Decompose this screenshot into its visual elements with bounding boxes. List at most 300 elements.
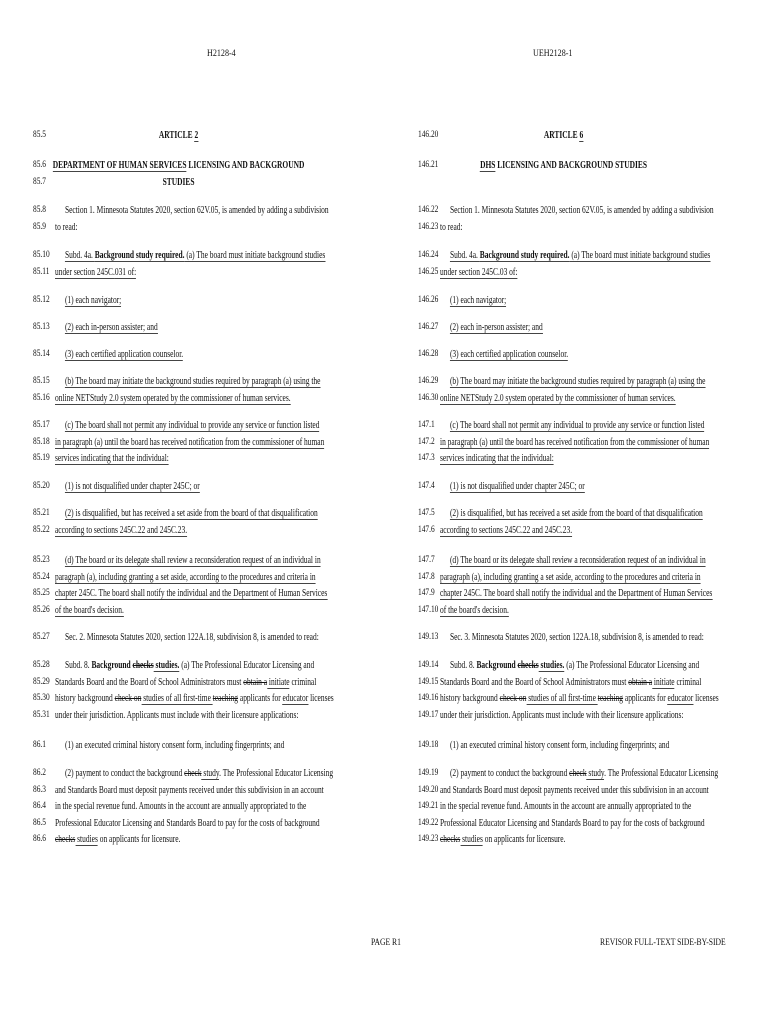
text-run: history background: [440, 693, 500, 704]
block-pc: [33, 420, 323, 470]
text-run: (d) The board or its delegate shall review a reconsideration request of an individual in: [64, 555, 321, 566]
line-number: 147.9: [418, 588, 435, 598]
text-line: [33, 349, 323, 366]
text-run: (a) The Professional Educator Licensing and: [564, 660, 700, 671]
line-number: 85.27: [33, 632, 50, 642]
stricken-text: check on: [499, 693, 527, 704]
text-line: [33, 205, 329, 222]
line-number: 147.5: [418, 508, 435, 518]
heading-text: LICENSING AND BACKGROUND STUDIES: [495, 160, 648, 171]
text-line: [33, 453, 323, 470]
text-line: [33, 177, 323, 194]
text-run: according to sections 245C.22 and 245C.23.: [440, 524, 573, 536]
header-left-bill: H2128-4: [207, 49, 236, 59]
line-number: 147.2: [418, 436, 435, 447]
text-line: [418, 740, 708, 757]
stricken-text: check: [184, 768, 202, 779]
text-run: Section 1. Minnesota Statutes 2020, section 62V.05, is amended by adding a subdivision: [64, 205, 329, 216]
text-line: [33, 768, 334, 785]
line-number: 85.21: [33, 508, 50, 518]
line-number: 146.23: [418, 221, 439, 232]
line-text: [440, 710, 683, 721]
line-text: [440, 801, 691, 812]
block-article: [418, 130, 708, 147]
heading-underlined: DHS: [480, 160, 496, 171]
line-number: 85.29: [33, 676, 50, 687]
text-run: in paragraph (a) until the board has received notification from the commissioner of human: [440, 436, 710, 448]
line-text: [55, 437, 324, 448]
inserted-text: educator: [282, 693, 309, 704]
text-run: (a) The Professional Educator Licensing and: [179, 660, 315, 671]
line-text: [440, 768, 718, 779]
text-run: of the board's decision.: [440, 604, 509, 616]
list-item: (1) an executed criminal history consent form, including fingerprints; and: [64, 740, 285, 751]
subd-title: Background: [91, 660, 133, 671]
text-run: under section 245C.: [55, 266, 115, 278]
line-number: 146.25: [418, 266, 439, 277]
list-item: (2) each in-person assister; and: [64, 322, 158, 333]
block-pb: [418, 376, 708, 409]
line-text: [55, 508, 318, 519]
block-pb: [33, 376, 323, 409]
line-text: [55, 693, 334, 704]
text-run: online NETStudy 2.0 system operated by the commissioner of human services.: [55, 392, 291, 404]
list-item: (1) is not disqualified under chapter 245C; or: [64, 481, 200, 492]
line-number: 149.13: [418, 632, 439, 642]
text-line: [418, 525, 708, 542]
block-s8: [418, 660, 719, 726]
line-number: 146.21: [418, 160, 439, 170]
text-line: [33, 525, 323, 542]
text-line: [33, 605, 323, 622]
article-label: ARTICLE: [158, 130, 195, 141]
text-line: [418, 130, 708, 147]
text-run: Standards Board and the Board of School Administrators must: [440, 676, 629, 688]
list-item: (1) each navigator;: [64, 295, 122, 306]
text-line: [418, 588, 713, 605]
inserted-text: studies of all first-time: [141, 693, 213, 704]
text-line: [33, 222, 323, 239]
line-number: 146.24: [418, 250, 439, 260]
text-run: chapter 245C. The board shall notify the individual and the Department of Human Services: [55, 588, 328, 599]
text-line: [33, 834, 323, 851]
line-text: [440, 572, 701, 583]
text-line: [33, 740, 323, 757]
text-line: [418, 481, 708, 498]
line-number: 86.6: [33, 834, 46, 844]
line-number: 85.18: [33, 436, 50, 447]
stricken-text: checks: [55, 834, 76, 845]
stricken-text: teaching: [597, 693, 624, 704]
page-number: PAGE R1: [371, 938, 401, 948]
text-line: [418, 710, 708, 727]
list-item: (3) each certified application counselor.: [64, 349, 184, 360]
block-c1: [33, 481, 323, 498]
block-i2: [418, 322, 708, 339]
line-number: 149.15: [418, 676, 439, 687]
text-line: [33, 393, 323, 410]
line-text: [440, 785, 709, 796]
line-number: 85.26: [33, 604, 50, 615]
text-run: (2) payment to conduct the background: [449, 768, 570, 779]
text-run: . The Professional Educator Licensing: [219, 768, 334, 779]
text-run: of:: [507, 266, 518, 278]
stricken-text: checks: [517, 660, 539, 671]
text-run: in the special revenue fund. Amounts in the account are annually appropriated to the: [55, 801, 307, 812]
block-pd: [418, 555, 713, 621]
block-c2: [33, 508, 323, 541]
text-line: [33, 437, 323, 454]
line-number: 146.20: [418, 130, 439, 140]
line-text: [440, 437, 709, 448]
article-heading: [418, 130, 709, 141]
line-text: [55, 205, 329, 216]
text-line: [33, 250, 326, 267]
line-text: [440, 205, 714, 216]
text-run: licenses: [308, 693, 334, 704]
text-line: [418, 785, 708, 802]
list-item: (1) an executed criminal history consent form, including fingerprints; and: [449, 740, 670, 751]
text-run: (b) The board may initiate the background studies required by paragraph (a) using the: [64, 376, 321, 387]
block-i1: [418, 295, 708, 312]
line-text: [440, 267, 517, 278]
text-line: [33, 555, 323, 572]
text-line: [33, 677, 323, 694]
text-run: (c) The board shall not permit any individual to provide any service or function listed: [64, 420, 320, 431]
line-number: 149.20: [418, 784, 439, 795]
line-text: [440, 555, 706, 566]
block-i1: [33, 295, 323, 312]
text-line: [33, 295, 323, 312]
line-text: [440, 818, 705, 829]
line-number: 146.27: [418, 322, 439, 332]
text-line: [418, 660, 708, 677]
block-pc: [418, 420, 708, 470]
line-number: 147.8: [418, 571, 435, 582]
line-number: 86.1: [33, 740, 46, 750]
line-text: [440, 740, 669, 751]
text-run: (2) payment to conduct the background: [64, 768, 185, 779]
text-line: [33, 801, 323, 818]
text-run: online NETStudy 2.0 system operated by the commissioner of human services.: [440, 392, 676, 404]
line-text: [440, 660, 699, 671]
line-number: 146.26: [418, 295, 439, 305]
line-number: 149.22: [418, 817, 439, 828]
line-text: [55, 632, 319, 643]
line-number: 85.20: [33, 481, 50, 491]
line-text: [55, 393, 291, 404]
text-run: (c) The board shall not permit any individual to provide any service or function listed: [449, 420, 705, 431]
text-run: on applicants for licensure.: [482, 834, 566, 845]
line-text: [55, 818, 320, 829]
text-run: . The Professional Educator Licensing: [604, 768, 719, 779]
text-line: [418, 205, 714, 222]
stricken-text: obtain a: [243, 676, 268, 688]
line-number: 85.16: [33, 392, 50, 403]
line-number: 85.8: [33, 205, 46, 215]
section-heading: [418, 160, 709, 171]
text-line: [418, 250, 711, 267]
line-number: 146.28: [418, 349, 439, 359]
line-number: 85.12: [33, 295, 50, 305]
line-text: [440, 834, 565, 845]
line-text: [55, 677, 316, 688]
text-run: in paragraph (a) until the board has received notification from the commissioner of human: [55, 436, 325, 448]
text-line: [33, 818, 323, 835]
block-sec2: [33, 632, 323, 649]
revisor-footer: REVISOR FULL-TEXT SIDE-BY-SIDE: [600, 938, 726, 948]
stricken-text: checks: [440, 834, 461, 845]
line-number: 146.29: [418, 376, 439, 386]
text-line: [33, 376, 323, 393]
stricken-text: check: [569, 768, 587, 779]
text-line: [418, 555, 708, 572]
text-line: [33, 267, 323, 284]
header-right-bill: UEH2128-1: [533, 49, 573, 59]
text-line: [418, 322, 708, 339]
stricken-text: teaching: [212, 693, 239, 704]
text-run: under section 245C.: [440, 266, 500, 278]
line-text: [55, 834, 180, 845]
text-line: [33, 572, 323, 589]
heading-text: LICENSING AND BACKGROUND: [186, 160, 305, 171]
text-run: (d) The board or its delegate shall review a reconsideration request of an individual in: [449, 555, 706, 566]
block-i3: [418, 349, 708, 366]
text-run: under their jurisdiction. Applicants must include with their licensure applications:: [440, 709, 684, 721]
line-number: 85.24: [33, 571, 50, 582]
text-run: chapter 245C. The board shall notify the individual and the Department of Human Services: [440, 588, 713, 599]
block-s8: [33, 660, 334, 726]
line-number: 146.22: [418, 205, 439, 215]
text-run: (a) The board must initiate background studies: [184, 250, 326, 261]
text-run: under their jurisdiction. Applicants must include with their licensure applications:: [55, 709, 299, 721]
text-run: in the special revenue fund. Amounts in the account are annually appropriated to the: [440, 801, 692, 812]
text-run: and Standards Board must deposit payments received under this subdivision in an account: [55, 784, 324, 796]
text-line: [418, 632, 708, 649]
inserted-text: initiate: [267, 676, 290, 688]
line-number: 147.10: [418, 604, 439, 615]
inserted-text: study: [586, 768, 605, 779]
inserted-text: studies: [75, 834, 98, 845]
line-number: 149.14: [418, 660, 439, 670]
line-number: 85.6: [33, 160, 46, 170]
line-text: [55, 322, 158, 333]
line-text: [440, 295, 506, 306]
line-number: 85.25: [33, 588, 50, 598]
inserted-text: educator: [667, 693, 694, 704]
text-line: [33, 632, 323, 649]
text-line: [33, 710, 323, 727]
block-c2: [418, 508, 708, 541]
text-line: [33, 160, 323, 177]
inserted-text: studies of all first-time: [526, 693, 598, 704]
line-text: [55, 250, 325, 261]
text-line: [418, 349, 708, 366]
subd-label: Subd. 8.: [64, 660, 92, 671]
text-line: [418, 768, 719, 785]
line-number: 85.23: [33, 555, 50, 565]
line-text: [440, 349, 568, 360]
text-line: [418, 693, 719, 710]
text-line: [418, 572, 708, 589]
line-text: [55, 740, 284, 751]
text-line: [418, 508, 708, 525]
article-heading: [33, 130, 324, 141]
line-text: [440, 588, 712, 599]
block-sec2: [418, 632, 708, 649]
line-number: 149.19: [418, 768, 439, 778]
text-run: to read:: [55, 221, 78, 233]
line-number: 149.23: [418, 834, 439, 844]
line-number: 85.13: [33, 322, 50, 332]
text-run: of the board's decision.: [55, 604, 124, 616]
section-ref: 031: [114, 266, 127, 278]
block-sec1: [418, 205, 714, 238]
line-number: 147.6: [418, 524, 435, 535]
line-number: 147.4: [418, 481, 435, 491]
text-line: [33, 693, 334, 710]
text-line: [418, 437, 708, 454]
line-text: [55, 710, 298, 721]
section-intro: Sec. 3. Minnesota Statutes 2020, section 122A.18, subdivision 8, is amended to read:: [449, 632, 704, 643]
line-text: [55, 660, 314, 671]
text-run: (2) is disqualified, but has received a set aside from the board of that disqualification: [449, 508, 703, 519]
line-number: 147.7: [418, 555, 435, 565]
text-run: (2) is disqualified, but has received a set aside from the board of that disqualification: [64, 508, 318, 519]
line-number: 85.14: [33, 349, 50, 359]
line-number: 85.30: [33, 693, 50, 703]
block-i2: [33, 322, 323, 339]
article-number: 2: [194, 130, 199, 141]
line-text: [55, 453, 169, 464]
line-text: [55, 605, 124, 616]
text-line: [418, 420, 708, 437]
subd-title: Background: [476, 660, 518, 671]
line-text: [440, 605, 509, 616]
line-text: [55, 572, 316, 583]
line-number: 149.16: [418, 693, 439, 703]
subd-title: Background study required.: [94, 250, 185, 261]
stricken-text: obtain a: [628, 676, 653, 688]
text-run: Professional Educator Licensing and Standards Board to pay for the costs of background: [55, 817, 320, 829]
line-text: [55, 588, 327, 599]
text-line: [418, 267, 708, 284]
line-text: [33, 177, 324, 188]
text-line: [418, 393, 708, 410]
list-item: (1) is not disqualified under chapter 245C; or: [449, 481, 585, 492]
section-ref: 03: [499, 266, 508, 278]
line-number: 85.22: [33, 524, 50, 535]
block-e2: [33, 768, 334, 851]
line-number: 86.4: [33, 801, 46, 811]
line-text: [55, 295, 121, 306]
block-e2: [418, 768, 719, 851]
text-line: [418, 801, 708, 818]
line-number: 85.7: [33, 176, 46, 187]
heading-underlined: DEPARTMENT OF HUMAN SERVICES: [52, 160, 187, 171]
text-run: according to sections 245C.22 and 245C.23.: [55, 524, 188, 536]
text-run: (b) The board may initiate the background studies required by paragraph (a) using the: [449, 376, 706, 387]
text-run: Standards Board and the Board of School Administrators must: [55, 676, 244, 688]
line-text: [440, 393, 676, 404]
block-dept: [418, 160, 708, 177]
text-line: [418, 677, 708, 694]
line-text: [440, 420, 704, 431]
text-run: Section 1. Minnesota Statutes 2020, section 62V.05, is amended by adding a subdivision: [449, 205, 714, 216]
inserted-text: studies: [460, 834, 483, 845]
line-number: 147.3: [418, 453, 435, 463]
block-e1: [418, 740, 708, 757]
text-line: [33, 508, 323, 525]
section-intro: Sec. 2. Minnesota Statutes 2020, section 122A.18, subdivision 8, is amended to read:: [64, 632, 319, 643]
inserted-text: initiate: [652, 676, 675, 688]
line-number: 85.19: [33, 453, 50, 463]
line-number: 85.9: [33, 221, 46, 232]
block-c1: [418, 481, 708, 498]
line-number: 85.11: [33, 266, 50, 277]
line-text: [440, 376, 705, 387]
list-item: (3) each certified application counselor.: [449, 349, 569, 360]
block-e1: [33, 740, 323, 757]
line-text: [440, 481, 585, 492]
text-line: [418, 160, 708, 177]
line-number: 85.17: [33, 420, 50, 430]
text-line: [33, 130, 323, 147]
subd-title: Background study required.: [479, 250, 570, 261]
line-text: [440, 632, 704, 643]
line-text: [55, 376, 320, 387]
text-run: services indicating that the individual:: [440, 453, 554, 464]
text-run: paragraph (a), including granting a set aside, according to the procedures and criteria in: [55, 571, 316, 583]
line-number: 86.5: [33, 817, 46, 828]
line-text: [440, 677, 701, 688]
line-number: 147.1: [418, 420, 435, 430]
subd-label: Subd. 4a.: [64, 250, 95, 261]
text-line: [33, 420, 323, 437]
line-text: [55, 267, 136, 278]
stricken-text: checks: [132, 660, 154, 671]
text-line: [33, 785, 323, 802]
text-line: [33, 322, 323, 339]
text-line: [418, 834, 708, 851]
article-number: 6: [579, 130, 584, 141]
line-text: [55, 785, 324, 796]
block-sec1: [33, 205, 329, 238]
text-run: licenses: [693, 693, 719, 704]
line-text: [440, 250, 710, 261]
text-line: [33, 660, 323, 677]
text-run: history background: [55, 693, 115, 704]
line-text: [55, 525, 187, 536]
block-dept: [33, 160, 323, 193]
text-run: Professional Educator Licensing and Standards Board to pay for the costs of background: [440, 817, 705, 829]
line-number: 85.10: [33, 250, 50, 260]
line-number: 86.2: [33, 768, 46, 778]
text-run: criminal: [289, 676, 317, 688]
line-text: [55, 768, 333, 779]
line-text: [55, 555, 321, 566]
line-text: [55, 420, 319, 431]
list-item: (2) each in-person assister; and: [449, 322, 543, 333]
line-text: [440, 525, 572, 536]
text-run: on applicants for licensure.: [97, 834, 181, 845]
line-text: [55, 349, 183, 360]
text-line: [418, 818, 708, 835]
text-line: [418, 453, 708, 470]
block-pd: [33, 555, 328, 621]
line-number: 146.30: [418, 392, 439, 403]
inserted-text: study: [201, 768, 220, 779]
